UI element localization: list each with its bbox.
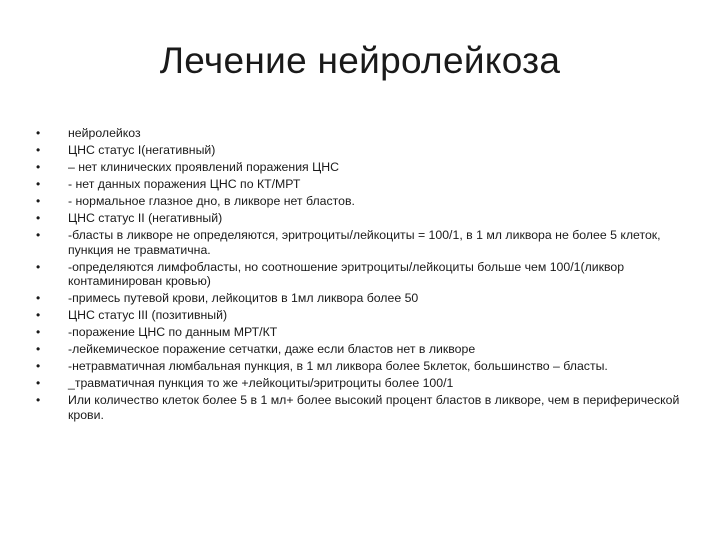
list-item-text: -лейкемическое поражение сетчатки, даже если бластов нет в ликворе — [68, 342, 476, 356]
list-item — [36, 325, 696, 340]
list-item — [36, 228, 696, 257]
list-item-text: -примесь путевой крови, лейкоцитов в 1мл ликвора более 50 — [68, 291, 419, 305]
list-item — [36, 260, 696, 289]
bullet-icon: • — [36, 194, 41, 208]
list-item-text: ЦНС статус I(негативный) — [68, 143, 216, 157]
list-item — [36, 359, 696, 374]
bullet-icon: • — [36, 393, 41, 407]
bullet-icon: • — [36, 211, 41, 225]
bullet-icon: • — [36, 177, 41, 191]
list-item — [36, 160, 696, 175]
bullet-icon: • — [36, 291, 41, 305]
list-item-text: -нетравматичная люмбальная пункция, в 1 мл ликвора более 5клеток, большинство – бласты. — [68, 359, 608, 373]
list-item — [36, 143, 696, 158]
list-item — [36, 376, 696, 391]
list-item-text: -определяются лимфобласты, но соотношение эритроциты/лейкоциты больше чем 100/1(ликвор контаминирован кровью) — [68, 259, 625, 288]
bullet-icon: • — [36, 160, 41, 174]
bullet-icon: • — [36, 325, 41, 339]
bullet-icon: • — [36, 143, 41, 157]
bullet-icon: • — [36, 359, 41, 373]
bullet-list — [36, 126, 696, 425]
list-item — [36, 291, 696, 306]
slide-title: Лечение нейролейкоза — [159, 40, 561, 81]
list-item-text: -бласты в ликворе не определяются, эритроциты/лейкоциты = 100/1, в 1 мл ликвора не более 5 клеток, пункция не травматична. — [68, 228, 661, 257]
list-item — [36, 308, 696, 323]
list-item — [36, 342, 696, 357]
list-item-text: Или количество клеток более 5 в 1 мл+ более высокий процент бластов в ликворе, чем в периферической крови. — [68, 393, 680, 422]
bullet-icon: • — [36, 126, 41, 140]
list-item-text: -поражение ЦНС по данным МРТ/КТ — [68, 325, 278, 339]
bullet-icon: • — [36, 228, 41, 242]
list-item-text: - нет данных поражения ЦНС по КТ/МРТ — [68, 177, 301, 191]
list-item-text: нейролейкоз — [68, 126, 141, 140]
list-item — [36, 177, 696, 192]
bullet-icon: • — [36, 376, 41, 390]
list-item-text: ЦНС статус III (позитивный) — [68, 308, 228, 322]
bullet-icon: • — [36, 342, 41, 356]
list-item — [36, 211, 696, 226]
list-item — [36, 126, 696, 141]
list-item — [36, 393, 696, 422]
list-item-text: – нет клинических проявлений поражения ЦНС — [68, 160, 339, 174]
bullet-icon: • — [36, 259, 41, 274]
list-item — [36, 194, 696, 209]
list-item-text: _травматичная пункция то же +лейкоциты/эритроциты более 100/1 — [68, 376, 454, 390]
list-item-text: - нормальное глазное дно, в ликворе нет бластов. — [68, 194, 355, 208]
list-item-text: ЦНС статус II (негативный) — [68, 211, 223, 225]
bullet-icon: • — [36, 308, 41, 322]
